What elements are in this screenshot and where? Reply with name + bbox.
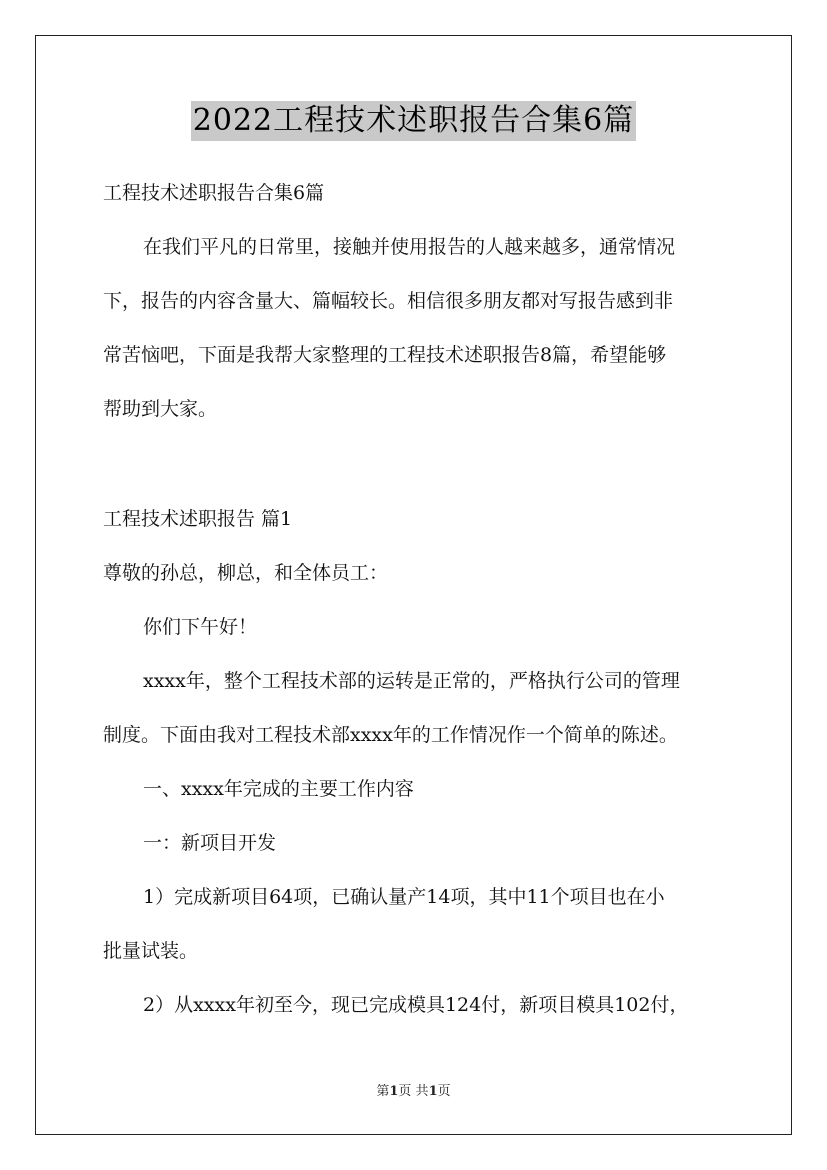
- footer-suffix: 页: [437, 1084, 451, 1099]
- salutation: 尊敬的孙总，柳总，和全体员工：: [103, 562, 389, 584]
- page-footer: [0, 1084, 827, 1100]
- intro-line-1: 在我们平凡的日常里，接触并使用报告的人越来越多，通常情况: [143, 236, 676, 258]
- document-subtitle: 工程技术述职报告合集6篇: [103, 182, 325, 204]
- intro-line-3: 常苦恼吧，下面是我帮大家整理的工程技术述职报告8篇，希望能够: [103, 344, 667, 366]
- body-line-2: 制度。下面由我对工程技术部xxxx年的工作情况作一个简单的陈述。: [103, 724, 678, 746]
- footer-mid: 页 共: [398, 1084, 429, 1099]
- body-line-6: 批量试装。: [103, 940, 199, 962]
- footer-total-pages: 1: [428, 1084, 438, 1099]
- greeting: 你们下午好！: [143, 616, 258, 638]
- intro-line-2: 下，报告的内容含量大、篇幅较长。相信很多朋友都对写报告感到非: [103, 290, 674, 312]
- document-title: 2022工程技术述职报告合集6篇: [191, 101, 636, 141]
- body-line-4: 一：新项目开发: [143, 832, 277, 854]
- section-heading: 工程技术述职报告 篇1: [103, 508, 293, 530]
- body-line-3: 一、xxxx年完成的主要工作内容: [143, 778, 414, 800]
- footer-page-number: 1: [389, 1084, 399, 1099]
- title-container: [0, 101, 827, 141]
- footer-prefix: 第: [376, 1084, 390, 1099]
- intro-line-4: 帮助到大家。: [103, 398, 218, 420]
- body-line-5: 1）完成新项目64项，已确认量产14项，其中11个项目也在小: [143, 886, 665, 908]
- body-line-1: xxxx年，整个工程技术部的运转是正常的，严格执行公司的管理: [143, 670, 680, 692]
- body-line-7: 2）从xxxx年初至今，现已完成模具124付，新项目模具102付，: [143, 994, 689, 1016]
